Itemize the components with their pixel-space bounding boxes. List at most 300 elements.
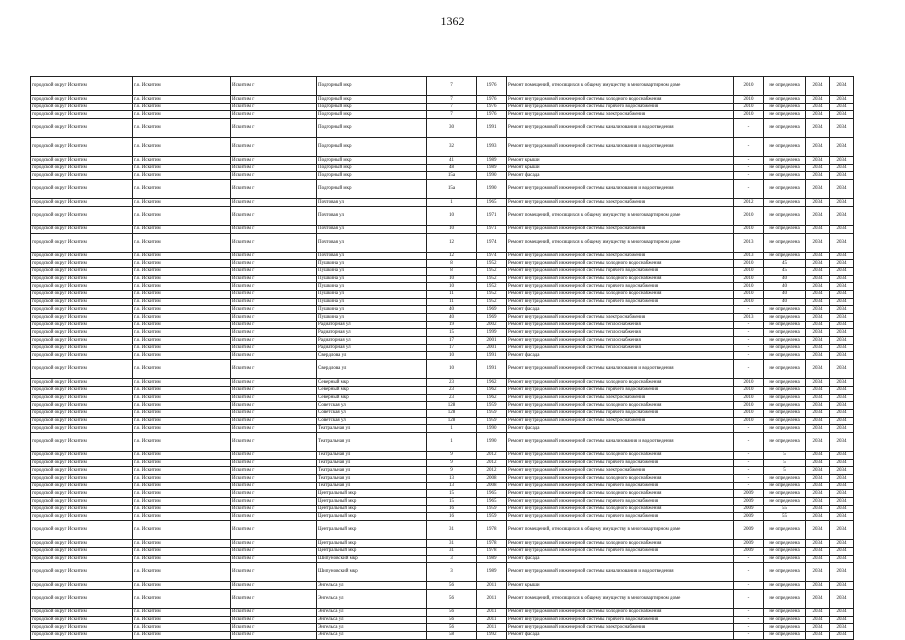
work-type-cell: Ремонт фасада (507, 172, 734, 180)
house-number-cell: 11 (427, 290, 477, 298)
municipality-cell: г.о. Искитим (133, 252, 231, 260)
last-repair-year-cell: - (734, 172, 764, 180)
municipality-cell: г.о. Искитим (133, 225, 231, 233)
street-cell: Пушкина ул (317, 267, 427, 275)
house-number-cell: 16 (427, 505, 477, 513)
municipality-cell: г.о. Искитим (133, 563, 231, 582)
house-number-cell: 3 (427, 563, 477, 582)
district-cell: городской округ Искитим (31, 513, 133, 521)
municipality-cell: г.о. Искитим (133, 490, 231, 498)
plan-start-cell: 2034 (806, 199, 830, 207)
work-type-cell: Ремонт фасада (507, 306, 734, 314)
municipality-cell: г.о. Искитим (133, 360, 231, 379)
street-cell: Пушкина ул (317, 290, 427, 298)
table-row (31, 306, 854, 314)
district-cell: городской округ Искитим (31, 314, 133, 322)
build-year-cell: 1962 (477, 379, 507, 387)
plan-start-cell: 2034 (806, 459, 830, 467)
wear-cell: не определена (764, 521, 806, 540)
build-year-cell: 1992 (477, 631, 507, 639)
municipality-cell: г.о. Искитим (133, 267, 231, 275)
municipality-cell: г.о. Искитим (133, 555, 231, 563)
plan-start-cell: 2034 (806, 172, 830, 180)
build-year-cell: 1971 (477, 206, 507, 225)
build-year-cell: 1991 (477, 352, 507, 360)
last-repair-year-cell: 2009 (734, 521, 764, 540)
house-number-cell: 10 (427, 360, 477, 379)
last-repair-year-cell: - (734, 337, 764, 345)
table-row (31, 96, 854, 104)
wear-cell: не определена (764, 540, 806, 548)
plan-start-cell: 2034 (806, 555, 830, 563)
table-row (31, 386, 854, 394)
build-year-cell: 2001 (477, 337, 507, 345)
last-repair-year-cell: 2010 (734, 206, 764, 225)
last-repair-year-cell: 2013 (734, 314, 764, 322)
plan-end-cell: 2034 (830, 119, 854, 138)
street-cell: Центральный мкр (317, 498, 427, 506)
wear-cell: не определена (764, 555, 806, 563)
district-cell: городской округ Искитим (31, 290, 133, 298)
build-year-cell: 1989 (477, 157, 507, 165)
street-cell: Энгельса ул (317, 608, 427, 616)
plan-end-cell: 2034 (830, 344, 854, 352)
plan-start-cell: 2034 (806, 225, 830, 233)
street-cell: Северный мкр (317, 386, 427, 394)
street-cell: Подгорный мкр (317, 111, 427, 119)
plan-start-cell: 2034 (806, 498, 830, 506)
work-type-cell: Ремонт внутридомовой инженерной системы горячего водоснабжения (507, 482, 734, 490)
district-cell: городской округ Искитим (31, 119, 133, 138)
plan-start-cell: 2034 (806, 425, 830, 433)
district-cell: городской округ Искитим (31, 563, 133, 582)
last-repair-year-cell: - (734, 360, 764, 379)
work-type-cell: Ремонт помещений, относящихся к общему имуществу в многоквартирном доме (507, 233, 734, 252)
house-number-cell: 1 (427, 432, 477, 451)
house-number-cell: 12 (427, 233, 477, 252)
work-type-cell: Ремонт внутридомовой инженерной системы горячего водоснабжения (507, 298, 734, 306)
plan-end-cell: 2034 (830, 267, 854, 275)
plan-end-cell: 2034 (830, 432, 854, 451)
street-cell: Театральная ул (317, 482, 427, 490)
build-year-cell: 2001 (477, 344, 507, 352)
house-number-cell: 15 (427, 498, 477, 506)
house-number-cell: 56 (427, 582, 477, 590)
wear-cell: не определена (764, 624, 806, 632)
plan-start-cell: 2034 (806, 521, 830, 540)
wear-cell: не определена (764, 233, 806, 252)
build-year-cell: 1959 (477, 513, 507, 521)
district-cell: городской округ Искитим (31, 386, 133, 394)
plan-start-cell: 2034 (806, 96, 830, 104)
work-type-cell: Ремонт внутридомовой инженерной системы холодного водоснабжения (507, 505, 734, 513)
table-row (31, 252, 854, 260)
wear-cell: не определена (764, 360, 806, 379)
plan-start-cell: 2034 (806, 321, 830, 329)
locality-cell: Искитим г (231, 451, 317, 459)
plan-start-cell: 2034 (806, 451, 830, 459)
locality-cell: Искитим г (231, 425, 317, 433)
locality-cell: Искитим г (231, 540, 317, 548)
plan-end-cell: 2034 (830, 290, 854, 298)
build-year-cell: 1990 (477, 172, 507, 180)
district-cell: городской округ Искитим (31, 608, 133, 616)
last-repair-year-cell: - (734, 432, 764, 451)
work-type-cell: Ремонт внутридомовой инженерной системы теплоснабжения (507, 337, 734, 345)
municipality-cell: г.о. Искитим (133, 624, 231, 632)
street-cell: Пушкина ул (317, 275, 427, 283)
table-row (31, 432, 854, 451)
table-row (31, 475, 854, 483)
wear-cell: не определена (764, 314, 806, 322)
wear-cell: не определена (764, 172, 806, 180)
municipality-cell: г.о. Искитим (133, 260, 231, 268)
plan-end-cell: 2034 (830, 283, 854, 291)
plan-start-cell: 2034 (806, 505, 830, 513)
plan-end-cell: 2034 (830, 521, 854, 540)
last-repair-year-cell: 2009 (734, 547, 764, 555)
build-year-cell: 1976 (477, 111, 507, 119)
wear-cell: не определена (764, 386, 806, 394)
plan-end-cell: 2034 (830, 360, 854, 379)
wear-cell: не определена (764, 498, 806, 506)
last-repair-year-cell: - (734, 624, 764, 632)
last-repair-year-cell: - (734, 451, 764, 459)
street-cell: Театральная ул (317, 425, 427, 433)
last-repair-year-cell: 2010 (734, 225, 764, 233)
build-year-cell: 1989 (477, 555, 507, 563)
plan-end-cell: 2034 (830, 417, 854, 425)
street-cell: Подгорный мкр (317, 164, 427, 172)
work-type-cell: Ремонт внутридомовой инженерной системы электроснабжения (507, 199, 734, 207)
district-cell: городской округ Искитим (31, 616, 133, 624)
wear-cell: не определена (764, 344, 806, 352)
table-row (31, 329, 854, 337)
table-row (31, 172, 854, 180)
wear-cell: не определена (764, 119, 806, 138)
build-year-cell: 2011 (477, 608, 507, 616)
locality-cell: Искитим г (231, 172, 317, 180)
build-year-cell: 2012 (477, 451, 507, 459)
municipality-cell: г.о. Искитим (133, 103, 231, 111)
plan-end-cell: 2034 (830, 451, 854, 459)
municipality-cell: г.о. Искитим (133, 475, 231, 483)
build-year-cell: 1965 (477, 490, 507, 498)
table-row (31, 459, 854, 467)
work-type-cell: Ремонт фасада (507, 352, 734, 360)
municipality-cell: г.о. Искитим (133, 111, 231, 119)
wear-cell: не определена (764, 157, 806, 165)
build-year-cell: 2008 (477, 475, 507, 483)
plan-end-cell: 2034 (830, 180, 854, 199)
municipality-cell: г.о. Искитим (133, 608, 231, 616)
municipality-cell: г.о. Искитим (133, 482, 231, 490)
build-year-cell: 1978 (477, 521, 507, 540)
plan-end-cell: 2034 (830, 505, 854, 513)
street-cell: Почтовая ул (317, 252, 427, 260)
work-type-cell: Ремонт внутридомовой инженерной системы канализования и водоотведения (507, 180, 734, 199)
table-row (31, 206, 854, 225)
wear-cell: не определена (764, 329, 806, 337)
municipality-cell: г.о. Искитим (133, 409, 231, 417)
municipality-cell: г.о. Искитим (133, 306, 231, 314)
street-cell: Почтовая ул (317, 206, 427, 225)
build-year-cell: 1952 (477, 267, 507, 275)
last-repair-year-cell: 2010 (734, 267, 764, 275)
last-repair-year-cell: 2010 (734, 260, 764, 268)
house-number-cell: 48 (427, 164, 477, 172)
table-row (31, 138, 854, 157)
plan-start-cell: 2034 (806, 589, 830, 608)
last-repair-year-cell: 2010 (734, 402, 764, 410)
house-number-cell: 7 (427, 111, 477, 119)
house-number-cell: 3 (427, 555, 477, 563)
locality-cell: Искитим г (231, 409, 317, 417)
wear-cell: не определена (764, 402, 806, 410)
table-row (31, 199, 854, 207)
work-type-cell: Ремонт внутридомовой инженерной системы канализования и водоотведения (507, 119, 734, 138)
work-type-cell: Ремонт внутридомовой инженерной системы холодного водоснабжения (507, 379, 734, 387)
street-cell: Театральная ул (317, 475, 427, 483)
plan-start-cell: 2034 (806, 409, 830, 417)
municipality-cell: г.о. Искитим (133, 467, 231, 475)
plan-end-cell: 2034 (830, 111, 854, 119)
build-year-cell: 2002 (477, 321, 507, 329)
house-number-cell: 128 (427, 402, 477, 410)
wear-cell: не определена (764, 409, 806, 417)
build-year-cell: 2011 (477, 616, 507, 624)
house-number-cell: 23 (427, 394, 477, 402)
locality-cell: Искитим г (231, 329, 317, 337)
plan-end-cell: 2034 (830, 616, 854, 624)
plan-start-cell: 2034 (806, 306, 830, 314)
work-type-cell: Ремонт крыши (507, 164, 734, 172)
build-year-cell: 1989 (477, 164, 507, 172)
house-number-cell: 40 (427, 306, 477, 314)
house-number-cell: 16 (427, 513, 477, 521)
work-type-cell: Ремонт крыши (507, 157, 734, 165)
build-year-cell: 1976 (477, 96, 507, 104)
municipality-cell: г.о. Искитим (133, 540, 231, 548)
municipality-cell: г.о. Искитим (133, 283, 231, 291)
build-year-cell: 1969 (477, 314, 507, 322)
locality-cell: Искитим г (231, 417, 317, 425)
locality-cell: Искитим г (231, 379, 317, 387)
locality-cell: Искитим г (231, 138, 317, 157)
locality-cell: Искитим г (231, 290, 317, 298)
plan-end-cell: 2034 (830, 352, 854, 360)
locality-cell: Искитим г (231, 337, 317, 345)
municipality-cell: г.о. Искитим (133, 498, 231, 506)
build-year-cell: 2011 (477, 624, 507, 632)
district-cell: городской округ Искитим (31, 451, 133, 459)
plan-start-cell: 2034 (806, 252, 830, 260)
table-row (31, 314, 854, 322)
street-cell: Радиаторная ул (317, 329, 427, 337)
street-cell: Советская ул (317, 417, 427, 425)
district-cell: городской округ Искитим (31, 490, 133, 498)
plan-end-cell: 2034 (830, 233, 854, 252)
work-type-cell: Ремонт внутридомовой инженерной системы горячего водоснабжения (507, 283, 734, 291)
work-type-cell: Ремонт внутридомовой инженерной системы горячего водоснабжения (507, 267, 734, 275)
plan-end-cell: 2034 (830, 482, 854, 490)
locality-cell: Искитим г (231, 111, 317, 119)
work-type-cell: Ремонт внутридомовой инженерной системы канализования и водоотведения (507, 432, 734, 451)
build-year-cell: 1962 (477, 386, 507, 394)
last-repair-year-cell: - (734, 467, 764, 475)
build-year-cell: 1965 (477, 498, 507, 506)
table-row (31, 589, 854, 608)
table-row (31, 344, 854, 352)
street-cell: Пушкина ул (317, 314, 427, 322)
district-cell: городской округ Искитим (31, 337, 133, 345)
district-cell: городской округ Искитим (31, 283, 133, 291)
table-row (31, 283, 854, 291)
street-cell: Центральный мкр (317, 521, 427, 540)
plan-end-cell: 2034 (830, 138, 854, 157)
house-number-cell: 128 (427, 417, 477, 425)
wear-cell: не определена (764, 482, 806, 490)
last-repair-year-cell: 2010 (734, 417, 764, 425)
locality-cell: Искитим г (231, 563, 317, 582)
house-number-cell: 15а (427, 180, 477, 199)
house-number-cell: 58 (427, 631, 477, 639)
locality-cell: Искитим г (231, 157, 317, 165)
last-repair-year-cell: 2010 (734, 103, 764, 111)
plan-start-cell: 2034 (806, 314, 830, 322)
table-row (31, 394, 854, 402)
house-number-cell: 40 (427, 314, 477, 322)
work-type-cell: Ремонт внутридомовой инженерной системы горячего водоснабжения (507, 459, 734, 467)
house-number-cell: 1 (427, 199, 477, 207)
wear-cell: не определена (764, 77, 806, 96)
house-number-cell: 7 (427, 96, 477, 104)
plan-end-cell: 2034 (830, 337, 854, 345)
table-row (31, 360, 854, 379)
table-row (31, 402, 854, 410)
wear-cell: 40 (764, 283, 806, 291)
locality-cell: Искитим г (231, 225, 317, 233)
build-year-cell: 1952 (477, 275, 507, 283)
street-cell: Подгорный мкр (317, 77, 427, 96)
street-cell: Подгорный мкр (317, 96, 427, 104)
district-cell: городской округ Искитим (31, 498, 133, 506)
municipality-cell: г.о. Искитим (133, 616, 231, 624)
plan-start-cell: 2034 (806, 360, 830, 379)
work-type-cell: Ремонт внутридомовой инженерной системы теплоснабжения (507, 344, 734, 352)
street-cell: Энгельса ул (317, 589, 427, 608)
municipality-cell: г.о. Искитим (133, 589, 231, 608)
wear-cell: не определена (764, 417, 806, 425)
plan-end-cell: 2034 (830, 555, 854, 563)
locality-cell: Искитим г (231, 252, 317, 260)
plan-end-cell: 2034 (830, 513, 854, 521)
district-cell: городской округ Искитим (31, 267, 133, 275)
plan-end-cell: 2034 (830, 624, 854, 632)
plan-start-cell: 2034 (806, 180, 830, 199)
municipality-cell: г.о. Искитим (133, 290, 231, 298)
house-number-cell: 17 (427, 344, 477, 352)
municipality-cell: г.о. Искитим (133, 582, 231, 590)
work-type-cell: Ремонт внутридомовой инженерной системы теплоснабжения (507, 329, 734, 337)
wear-cell: 45 (764, 260, 806, 268)
work-type-cell: Ремонт внутридомовой инженерной системы горячего водоснабжения (507, 409, 734, 417)
plan-start-cell: 2034 (806, 329, 830, 337)
table-row (31, 616, 854, 624)
last-repair-year-cell: - (734, 306, 764, 314)
plan-start-cell: 2034 (806, 379, 830, 387)
plan-end-cell: 2034 (830, 394, 854, 402)
table-row (31, 582, 854, 590)
locality-cell: Искитим г (231, 475, 317, 483)
street-cell: Подгорный мкр (317, 172, 427, 180)
locality-cell: Искитим г (231, 490, 317, 498)
municipality-cell: г.о. Искитим (133, 119, 231, 138)
plan-start-cell: 2034 (806, 540, 830, 548)
plan-end-cell: 2034 (830, 172, 854, 180)
plan-end-cell: 2034 (830, 409, 854, 417)
plan-start-cell: 2034 (806, 490, 830, 498)
wear-cell: 55 (764, 505, 806, 513)
street-cell: Советская ул (317, 409, 427, 417)
wear-cell: 5 (764, 459, 806, 467)
work-type-cell: Ремонт внутридомовой инженерной системы холодного водоснабжения (507, 290, 734, 298)
plan-start-cell: 2034 (806, 119, 830, 138)
table-row (31, 267, 854, 275)
wear-cell: не определена (764, 103, 806, 111)
build-year-cell: 1978 (477, 547, 507, 555)
last-repair-year-cell: - (734, 164, 764, 172)
locality-cell: Искитим г (231, 513, 317, 521)
build-year-cell: 1993 (477, 138, 507, 157)
wear-cell: не определена (764, 394, 806, 402)
wear-cell: не определена (764, 180, 806, 199)
district-cell: городской округ Искитим (31, 521, 133, 540)
work-type-cell: Ремонт внутридомовой инженерной системы холодного водоснабжения (507, 540, 734, 548)
municipality-cell: г.о. Искитим (133, 199, 231, 207)
plan-end-cell: 2034 (830, 582, 854, 590)
build-year-cell: 1962 (477, 394, 507, 402)
municipality-cell: г.о. Искитим (133, 314, 231, 322)
plan-start-cell: 2034 (806, 432, 830, 451)
street-cell: Центральный мкр (317, 513, 427, 521)
plan-end-cell: 2034 (830, 379, 854, 387)
table-row (31, 563, 854, 582)
plan-end-cell: 2034 (830, 631, 854, 639)
wear-cell: 55 (764, 513, 806, 521)
house-number-cell: 15 (427, 329, 477, 337)
house-number-cell: 10 (427, 275, 477, 283)
municipality-cell: г.о. Искитим (133, 77, 231, 96)
build-year-cell: 1974 (477, 233, 507, 252)
wear-cell: не определена (764, 252, 806, 260)
last-repair-year-cell: - (734, 344, 764, 352)
locality-cell: Искитим г (231, 616, 317, 624)
street-cell: Подгорный мкр (317, 103, 427, 111)
wear-cell: не определена (764, 631, 806, 639)
work-type-cell: Ремонт фасада (507, 555, 734, 563)
house-number-cell: 56 (427, 616, 477, 624)
wear-cell: не определена (764, 96, 806, 104)
municipality-cell: г.о. Искитим (133, 417, 231, 425)
work-type-cell: Ремонт внутридомовой инженерной системы канализования и водоотведения (507, 138, 734, 157)
street-cell: Театральная ул (317, 451, 427, 459)
table-body (31, 77, 854, 640)
house-number-cell: 7 (427, 77, 477, 96)
last-repair-year-cell: - (734, 459, 764, 467)
build-year-cell: 1959 (477, 505, 507, 513)
plan-start-cell: 2034 (806, 417, 830, 425)
